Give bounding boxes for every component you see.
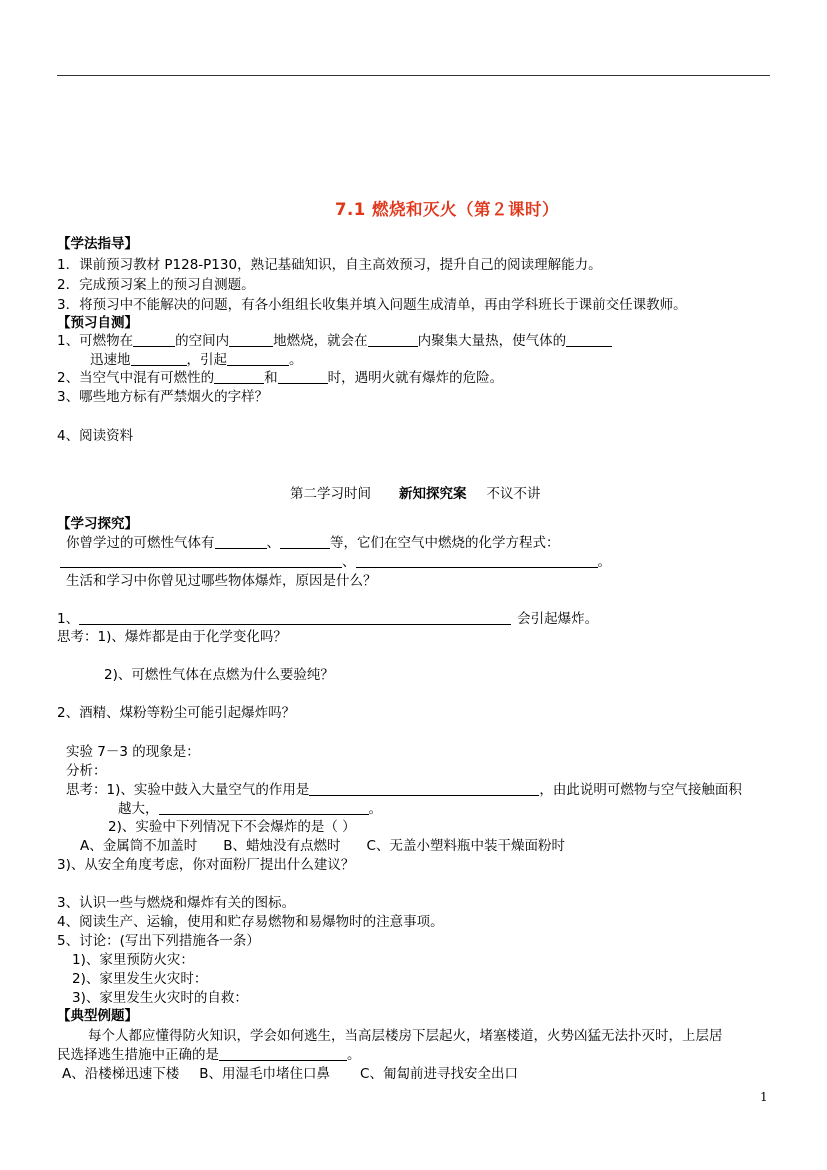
text: 你曾学过的可燃性气体有 (66, 535, 215, 551)
explore-line-17: 5、讨论：(写出下列措施各一条） (57, 933, 260, 949)
explore-line-4 (57, 611, 598, 627)
text: 。 (289, 352, 303, 368)
preview-q1 (57, 333, 612, 349)
blank[interactable] (280, 535, 330, 549)
example-line-3 (62, 1066, 518, 1082)
explore-line-15: 3、认识一些与燃烧和爆炸有关的图标。 (57, 895, 296, 911)
blank[interactable] (215, 535, 267, 549)
option-c: C、无盖小塑料瓶中装干燥面粉时 (366, 838, 565, 854)
blank[interactable] (133, 333, 175, 347)
text: 等，它们在空气中燃烧的化学方程式： (330, 535, 560, 551)
text: 民选择逃生措施中正确的是 (57, 1047, 219, 1063)
blank[interactable] (229, 333, 273, 347)
text: 、 (266, 535, 280, 551)
explore-line-10 (66, 782, 742, 798)
text: 2、当空气中混有可燃性的 (57, 370, 215, 386)
text: 地燃烧，就会在 (273, 333, 368, 349)
blank[interactable] (60, 554, 342, 568)
text: 。 (597, 554, 611, 570)
preview-q4: 4、阅读资料 (57, 428, 134, 444)
explore-line-7: 2、酒精、煤粉等粉尘可能引起爆炸吗？ (57, 705, 296, 721)
preview-heading: 【预习自测】 (57, 315, 138, 331)
explore-line-13 (80, 838, 565, 854)
blank[interactable] (79, 611, 511, 625)
session-plan: 新知探究案 (399, 486, 467, 502)
explore-line-3: 生活和学习中你曾见过哪些物体爆炸，原因是什么？ (66, 573, 377, 589)
blank[interactable] (309, 782, 539, 796)
explore-line-2 (60, 554, 611, 570)
option-a: A、沿楼梯迅速下楼 (62, 1066, 180, 1082)
session-title (290, 482, 541, 502)
blank[interactable] (356, 554, 598, 568)
text: ，由此说明可燃物与空气接触面积 (539, 782, 742, 798)
guide-item-3: 3．将预习中不能解决的问题，有各小组组长收集并填入问题生成清单，再由学科班长于课前交任课教师。 (57, 297, 687, 313)
guide-heading: 【学法指导】 (57, 236, 138, 252)
text: 和 (264, 370, 278, 386)
text: 思考：1)、实验中鼓入大量空气的作用是 (66, 782, 310, 798)
header-rule (57, 75, 770, 76)
blank[interactable] (368, 333, 418, 347)
explore-line-8: 实验 7－3 的现象是： (66, 744, 200, 760)
text: 迅速地 (90, 352, 131, 368)
blank[interactable] (214, 370, 264, 384)
explore-line-9: 分析： (66, 763, 107, 779)
text: 。 (347, 1047, 361, 1063)
text: 1、 (57, 611, 80, 627)
explore-line-6: 2)、可燃性气体在点燃为什么要验纯？ (104, 667, 334, 683)
session-note: 不议不讲 (486, 486, 541, 502)
example-line-2 (57, 1047, 361, 1063)
option-b: B、用湿毛巾堵住口鼻 (199, 1066, 331, 1082)
blank[interactable] (219, 1047, 347, 1061)
page-title: 7.1 燃烧和灭火（第２课时） (335, 200, 559, 219)
explore-heading: 【学习探究】 (57, 516, 138, 532)
guide-item-1: 1．课前预习教材 P128-P130，熟记基础知识，自主高效预习，提升自己的阅读理解能力。 (57, 257, 602, 273)
explore-line-20: 3)、家里发生火灾时的自救： (72, 990, 248, 1006)
text: 、 (342, 554, 356, 570)
blank[interactable] (159, 801, 369, 815)
explore-line-5: 思考：1)、爆炸都是由于化学变化吗？ (57, 629, 287, 645)
text: ，引起 (186, 352, 227, 368)
text: 的空间内 (175, 333, 230, 349)
example-heading: 【典型例题】 (57, 1008, 138, 1024)
explore-line-14: 3)、从安全角度考虑，你对面粉厂提出什么建议？ (57, 857, 355, 873)
explore-line-11 (118, 801, 382, 817)
explore-line-18: 1)、家里预防火灾： (72, 952, 194, 968)
blank[interactable] (278, 370, 328, 384)
preview-q1-continued (90, 352, 303, 368)
option-a: A、金属筒不加盖时 (80, 838, 198, 854)
blank[interactable] (566, 333, 612, 347)
explore-line-12: 2)、实验中下列情况下不会爆炸的是（ ） (108, 819, 356, 835)
text: 。 (368, 801, 382, 817)
page-number: 1 (760, 1090, 768, 1104)
explore-line-16: 4、阅读生产、运输，使用和贮存易燃物和易爆物时的注意事项。 (57, 914, 444, 930)
text: 时，遇明火就有爆炸的危险。 (327, 370, 504, 386)
preview-q2 (57, 370, 503, 386)
explore-line-19: 2)、家里发生火灾时： (72, 971, 208, 987)
explore-line-1 (66, 535, 560, 551)
text: 越大， (118, 801, 159, 817)
text: 内聚集大量热，使气体的 (417, 333, 567, 349)
text: 1、可燃物在 (57, 333, 134, 349)
text: 会引起爆炸。 (517, 611, 599, 627)
option-b: B、蜡烛没有点燃时 (223, 838, 341, 854)
session-label: 第二学习时间 (290, 486, 371, 502)
example-line-1: 每个人都应懂得防火知识，学会如何逃生，当高层楼房下层起火，堵塞楼道，火势凶猛无法扑灭时，上层居 (88, 1028, 723, 1044)
preview-q3: 3、哪些地方标有严禁烟火的字样？ (57, 389, 269, 405)
blank[interactable] (227, 352, 289, 366)
guide-item-2: 2．完成预习案上的预习自测题。 (57, 277, 255, 293)
blank[interactable] (131, 352, 187, 366)
option-c: C、匍匐前进寻找安全出口 (360, 1066, 518, 1082)
